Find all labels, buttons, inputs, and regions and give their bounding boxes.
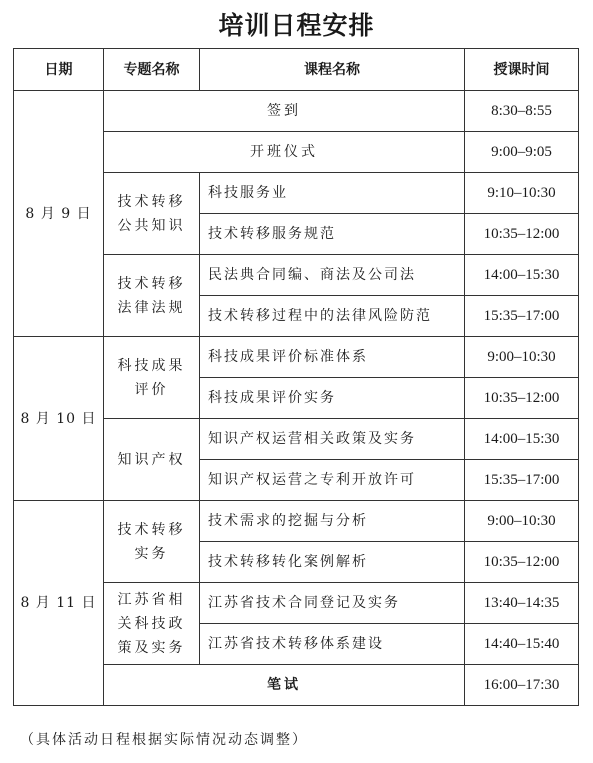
- topic-cell: 科技成果 评价: [104, 337, 200, 419]
- time-cell: 14:00–15:30: [465, 419, 579, 460]
- date-cell: 8 月 9 日: [14, 91, 104, 337]
- course-cell: 知识产权运营相关政策及实务: [200, 419, 465, 460]
- signin-cell: 签到: [104, 91, 465, 132]
- course-cell: 江苏省技术转移体系建设: [200, 624, 465, 665]
- footnote: （具体活动日程根据实际情况动态调整）: [20, 732, 308, 748]
- header-time: 授课时间: [465, 49, 579, 91]
- header-course: 课程名称: [200, 49, 465, 91]
- course-cell: 科技成果评价实务: [200, 378, 465, 419]
- schedule-table: [13, 48, 579, 706]
- time-cell: 15:35–17:00: [465, 460, 579, 501]
- date-cell: 8 月 10 日: [14, 337, 104, 501]
- date-cell: 8 月 11 日: [14, 501, 104, 706]
- topic-cell: 技术转移 公共知识: [104, 173, 200, 255]
- time-cell: 9:00–10:30: [465, 337, 579, 378]
- topic-cell: 技术转移 实务: [104, 501, 200, 583]
- time-cell: 9:00–10:30: [465, 501, 579, 542]
- course-cell: 知识产权运营之专利开放许可: [200, 460, 465, 501]
- course-cell: 技术转移过程中的法律风险防范: [200, 296, 465, 337]
- course-cell: 技术转移服务规范: [200, 214, 465, 255]
- time-cell: 13:40–14:35: [465, 583, 579, 624]
- table-row: [14, 501, 579, 542]
- table-row: [14, 91, 579, 132]
- time-cell: 14:40–15:40: [465, 624, 579, 665]
- course-cell: 科技服务业: [200, 173, 465, 214]
- page-title: 培训日程安排: [218, 11, 375, 40]
- course-cell: 民法典合同编、商法及公司法: [200, 255, 465, 296]
- time-cell: 16:00–17:30: [465, 665, 579, 706]
- topic-cell: 知识产权: [104, 419, 200, 501]
- time-cell: 10:35–12:00: [465, 378, 579, 419]
- header-topic: 专题名称: [104, 49, 200, 91]
- course-cell: 科技成果评价标准体系: [200, 337, 465, 378]
- topic-cell: 技术转移 法律法规: [104, 255, 200, 337]
- time-cell: 15:35–17:00: [465, 296, 579, 337]
- time-cell: 9:00–9:05: [465, 132, 579, 173]
- time-cell: 14:00–15:30: [465, 255, 579, 296]
- exam-cell: 笔试: [104, 665, 465, 706]
- table-row: [14, 337, 579, 378]
- header-row: [14, 49, 579, 91]
- course-cell: 技术需求的挖掘与分析: [200, 501, 465, 542]
- course-cell: 技术转移转化案例解析: [200, 542, 465, 583]
- header-date: 日期: [14, 49, 104, 91]
- time-cell: 8:30–8:55: [465, 91, 579, 132]
- course-cell: 江苏省技术合同登记及实务: [200, 583, 465, 624]
- opening-cell: 开班仪式: [104, 132, 465, 173]
- time-cell: 10:35–12:00: [465, 214, 579, 255]
- time-cell: 9:10–10:30: [465, 173, 579, 214]
- topic-cell: 江苏省相 关科技政 策及实务: [104, 583, 200, 665]
- time-cell: 10:35–12:00: [465, 542, 579, 583]
